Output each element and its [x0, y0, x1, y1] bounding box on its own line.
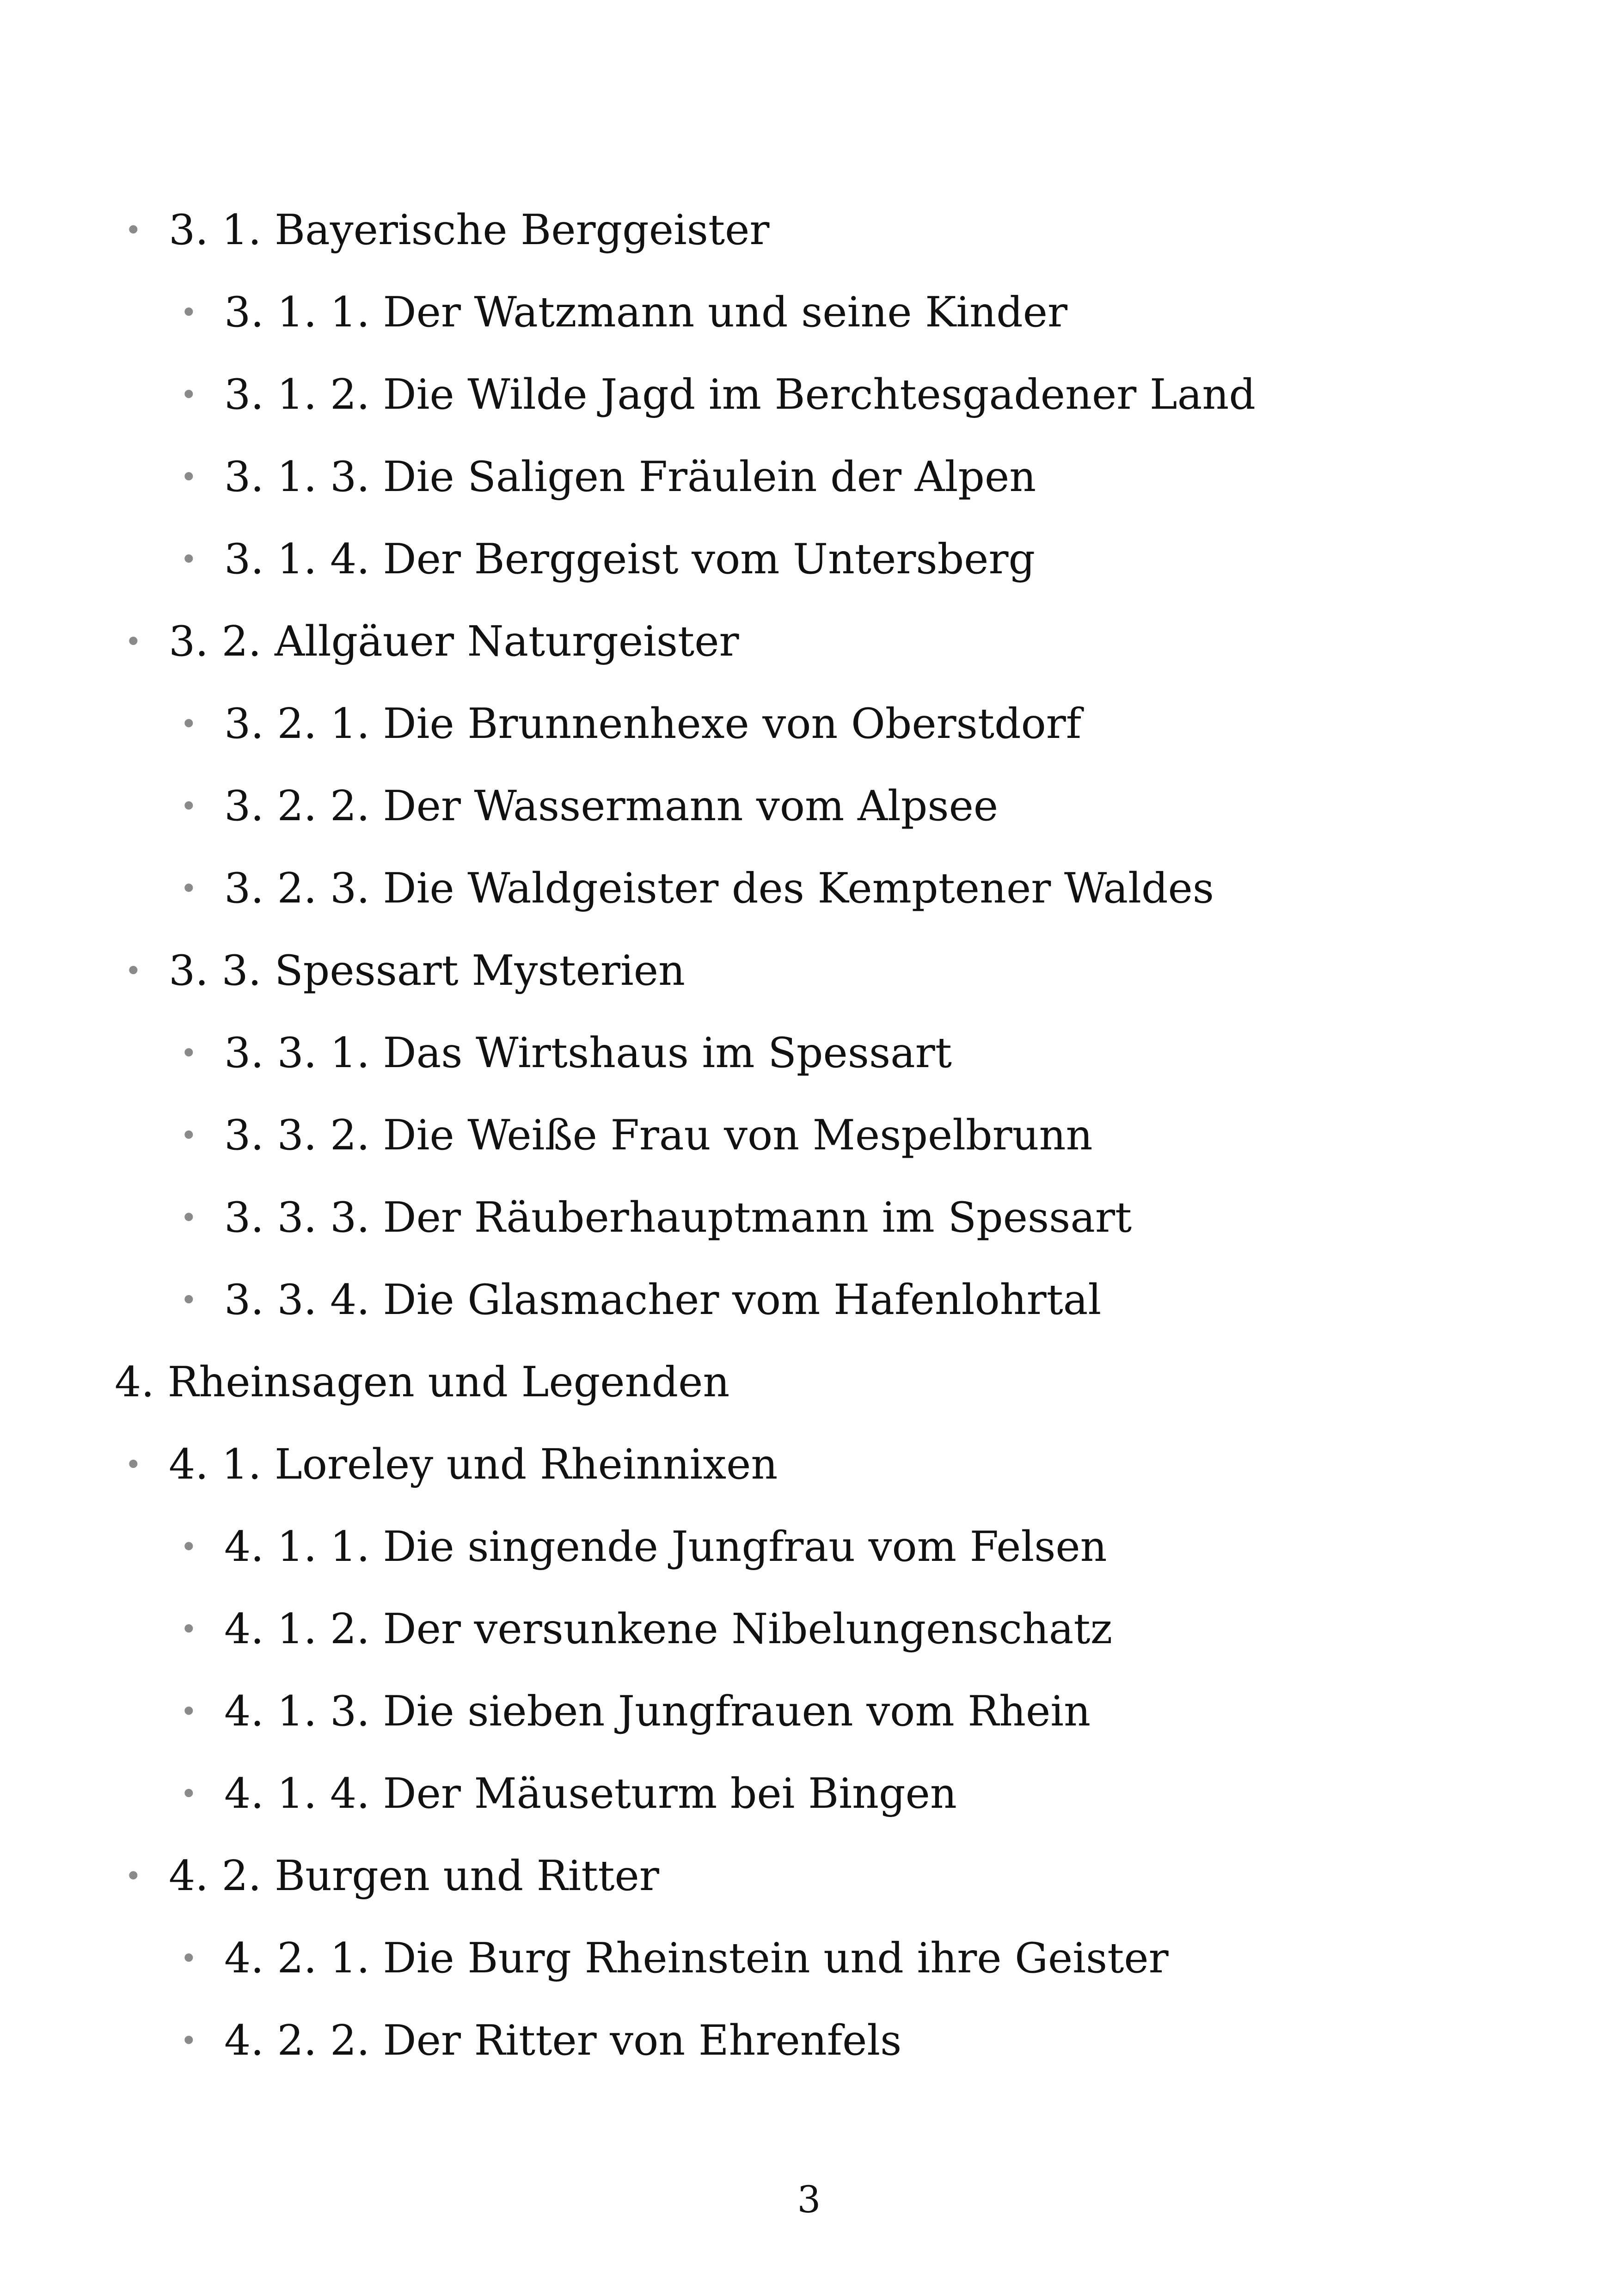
bullet-icon: • — [180, 2024, 197, 2057]
toc-entry-level-3[interactable]: 4. 2. 2. Der Ritter von Ehrenfels — [224, 2016, 902, 2065]
bullet-icon: • — [125, 954, 142, 988]
toc-entry-level-3[interactable]: 3. 1. 1. Der Watzmann und seine Kinder — [224, 288, 1068, 337]
bullet-icon: • — [125, 213, 142, 247]
bullet-icon: • — [180, 1530, 197, 1564]
bullet-icon: • — [180, 707, 197, 741]
bullet-icon: • — [180, 1283, 197, 1317]
bullet-icon: • — [180, 542, 197, 576]
toc-entry-level-3[interactable]: 3. 1. 3. Die Saligen Fräulein der Alpen — [224, 453, 1036, 501]
bullet-icon: • — [180, 1612, 197, 1646]
bullet-icon: • — [180, 1201, 197, 1234]
bullet-icon: • — [180, 1118, 197, 1152]
bullet-icon: • — [180, 1777, 197, 1811]
toc-entry-level-3[interactable]: 3. 1. 4. Der Berggeist vom Untersberg — [224, 535, 1036, 583]
bullet-icon: • — [125, 625, 142, 658]
toc-entry-level-1[interactable]: 4. Rheinsagen und Legenden — [115, 1358, 730, 1406]
bullet-icon: • — [180, 378, 197, 411]
toc-entry-level-3[interactable]: 3. 3. 3. Der Räuberhauptmann im Spessart — [224, 1193, 1132, 1242]
bullet-icon: • — [125, 1448, 142, 1481]
bullet-icon: • — [180, 872, 197, 905]
toc-entry-level-3[interactable]: 4. 1. 3. Die sieben Jungfrauen vom Rhein — [224, 1687, 1091, 1736]
toc-entry-level-3[interactable]: 3. 3. 1. Das Wirtshaus im Spessart — [224, 1029, 952, 1077]
toc-entry-level-3[interactable]: 3. 2. 3. Die Waldgeister des Kemptener Waldes — [224, 864, 1214, 913]
toc-entry-level-3[interactable]: 4. 2. 1. Die Burg Rheinstein und ihre Geister — [224, 1934, 1169, 1983]
toc-entry-level-2[interactable]: 4. 2. Burgen und Ritter — [169, 1852, 659, 1900]
toc-entry-level-2[interactable]: 3. 2. Allgäuer Naturgeister — [169, 617, 739, 666]
bullet-icon: • — [180, 1694, 197, 1728]
bullet-icon: • — [180, 1036, 197, 1070]
toc-entry-level-3[interactable]: 4. 1. 2. Der versunkene Nibelungenschatz — [224, 1605, 1113, 1653]
toc-entry-level-3[interactable]: 3. 2. 2. Der Wassermann vom Alpsee — [224, 782, 999, 830]
bullet-icon: • — [125, 1859, 142, 1893]
bullet-icon: • — [180, 1941, 197, 1975]
toc-entry-level-3[interactable]: 4. 1. 4. Der Mäuseturm bei Bingen — [224, 1769, 957, 1818]
page-number: 3 — [797, 2178, 821, 2221]
toc-entry-level-2[interactable]: 3. 1. Bayerische Berggeister — [169, 206, 770, 254]
toc-entry-level-3[interactable]: 3. 3. 2. Die Weiße Frau von Mespelbrunn — [224, 1111, 1093, 1160]
toc-entry-level-3[interactable]: 4. 1. 1. Die singende Jungfrau vom Felsen — [224, 1522, 1107, 1571]
toc-entry-level-3[interactable]: 3. 3. 4. Die Glasmacher vom Hafenlohrtal — [224, 1276, 1102, 1324]
bullet-icon: • — [180, 789, 197, 823]
toc-entry-level-2[interactable]: 4. 1. Loreley und Rheinnixen — [169, 1440, 778, 1489]
bullet-icon: • — [180, 295, 197, 329]
toc-entry-level-3[interactable]: 3. 1. 2. Die Wilde Jagd im Berchtesgadener Land — [224, 370, 1256, 419]
toc-entry-level-3[interactable]: 3. 2. 1. Die Brunnenhexe von Oberstdorf — [224, 700, 1082, 748]
toc-entry-level-2[interactable]: 3. 3. Spessart Mysterien — [169, 946, 685, 995]
bullet-icon: • — [180, 460, 197, 494]
